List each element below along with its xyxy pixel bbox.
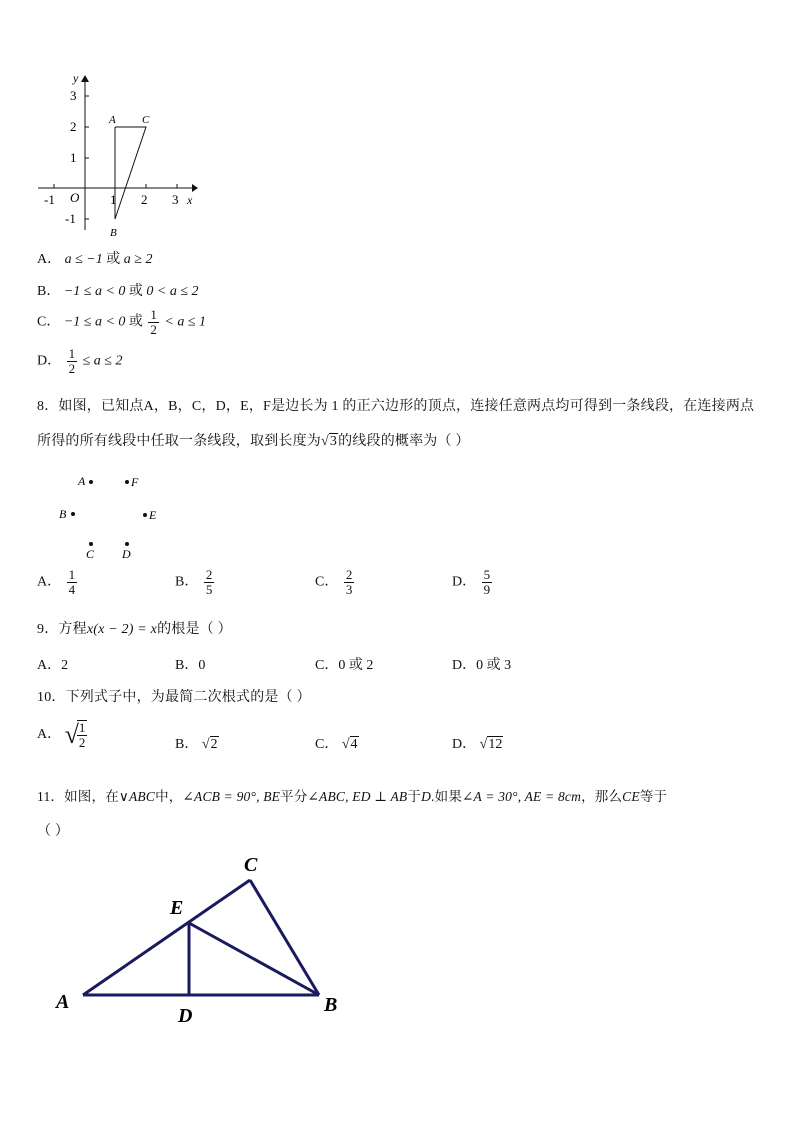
q8-option-b[interactable]: B． $\frac{2}{5}$ bbox=[175, 567, 213, 597]
q9-option-b[interactable]: B．0 bbox=[175, 658, 206, 673]
fraction: $\frac{1}{2}$ bbox=[68, 346, 76, 376]
y-axis-label: y bbox=[73, 71, 79, 85]
vertex-label-b: B bbox=[324, 994, 338, 1016]
q7-coordinate-graph bbox=[30, 70, 205, 240]
fraction: $\frac{2}{5}$ bbox=[205, 567, 213, 597]
q8-option-a[interactable]: A． $\frac{1}{4}$ bbox=[37, 567, 76, 597]
q8-option-c[interactable]: C． $\frac{2}{3}$ bbox=[315, 567, 353, 597]
q9-equation: x(x − 2) = x bbox=[86, 622, 158, 637]
hex-label-a: A bbox=[78, 474, 86, 488]
q7-option-c[interactable]: C． −1 ≤ a < 0 或 $\frac{1}{2}$ < a ≤ 1 bbox=[37, 307, 207, 337]
q8-option-d[interactable]: D． $\frac{5}{9}$ bbox=[452, 567, 491, 597]
side-cb bbox=[250, 880, 319, 995]
x-tick-2: 2 bbox=[141, 192, 148, 207]
hex-label-e: E bbox=[149, 508, 157, 522]
sqrt-expression: √3 bbox=[321, 434, 338, 449]
q11-stem-line2: （ ） bbox=[37, 824, 70, 839]
q8-hexagon-points bbox=[55, 468, 185, 566]
fraction: $\frac{2}{3}$ bbox=[345, 567, 353, 597]
q7-option-a[interactable]: A． a ≤ −1 或 a ≥ 2 bbox=[37, 252, 153, 267]
vertex-label-c: C bbox=[244, 854, 258, 876]
point-c-label: C bbox=[142, 114, 150, 126]
hex-label-f: F bbox=[131, 475, 139, 489]
fraction: $\frac{5}{9}$ bbox=[483, 567, 491, 597]
sqrt-expression: √12 bbox=[479, 737, 503, 752]
side-ac bbox=[83, 880, 250, 995]
q9-stem: 9．方程x(x − 2) = x的根是（ ） bbox=[37, 622, 232, 637]
vertex-label-e: E bbox=[170, 897, 184, 919]
sqrt-expression: √2 bbox=[201, 737, 218, 752]
q7-option-d[interactable]: D． $\frac{1}{2}$ ≤ a ≤ 2 bbox=[37, 346, 123, 376]
segment-eb bbox=[189, 923, 319, 995]
hex-label-b: B bbox=[59, 507, 67, 521]
q10-option-d[interactable]: D． √12 bbox=[452, 737, 503, 752]
x-axis-arrow bbox=[192, 184, 198, 192]
q7-option-b[interactable]: B． −1 ≤ a < 0 或 0 < a ≤ 2 bbox=[37, 284, 199, 299]
q9-option-a[interactable]: A．2 bbox=[37, 658, 69, 673]
q10-option-c[interactable]: C． √4 bbox=[315, 737, 358, 752]
origin-label: O bbox=[70, 190, 80, 205]
q10-stem: 10．下列式子中，为最简二次根式的是（ ） bbox=[37, 690, 311, 705]
vertex-label-d: D bbox=[178, 1005, 193, 1027]
point-a-label: A bbox=[109, 114, 116, 126]
q8-stem-line2: 所得的所有线段中任取一条线段，取到长度为√3的线段的概率为（ ） bbox=[37, 434, 470, 449]
q11-triangle-figure bbox=[50, 845, 360, 1030]
q8-stem-line1: 8．如图，已知点A，B，C，D，E，F是边长为 1 的正六边形的顶点，连接任意两点均可得到一条线段，在连接两点 bbox=[37, 399, 755, 414]
sqrt-expression: √4 bbox=[341, 737, 358, 752]
y-tick-neg1: -1 bbox=[65, 211, 76, 226]
y-axis-arrow bbox=[81, 75, 89, 82]
hex-label-c: C bbox=[86, 547, 95, 561]
q10-option-a[interactable]: A． √ $\frac{1}{2}$ bbox=[37, 720, 86, 750]
q9-option-c[interactable]: C．0 或 2 bbox=[315, 658, 374, 673]
x-tick-neg1: -1 bbox=[44, 192, 55, 207]
y-tick-1: 1 bbox=[70, 150, 77, 165]
fraction: $\frac{1}{2}$ bbox=[78, 720, 86, 750]
q11-stem-line1: 11．如图，在∨ABC中，∠ACB = 90°, BE平分∠ABC, ED ⊥ AB于D.如果∠A = 30°, AE = 8cm，那么CE等于 bbox=[37, 789, 668, 804]
fraction: $\frac{1}{2}$ bbox=[150, 307, 157, 337]
q10-option-b[interactable]: B． √2 bbox=[175, 737, 218, 752]
x-axis-label: x bbox=[187, 193, 193, 207]
y-tick-2: 2 bbox=[70, 119, 77, 134]
q9-option-d[interactable]: D．0 或 3 bbox=[452, 658, 512, 673]
x-tick-3: 3 bbox=[172, 192, 179, 207]
y-tick-3: 3 bbox=[70, 88, 77, 103]
x-tick-1: 1 bbox=[110, 192, 117, 207]
point-b-label: B bbox=[110, 227, 117, 239]
hex-label-d: D bbox=[122, 547, 131, 561]
vertex-label-a: A bbox=[56, 991, 70, 1013]
fraction: $\frac{1}{4}$ bbox=[68, 567, 76, 597]
